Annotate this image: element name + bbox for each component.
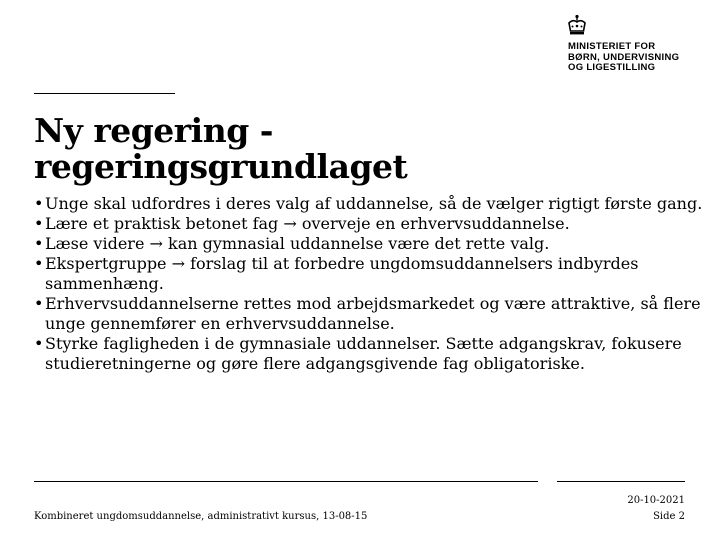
bullet-icon: • (34, 334, 44, 353)
bullet-icon: • (34, 234, 44, 253)
slide-title (34, 113, 684, 185)
bullet-text: Lære et praktisk betonet fag → overveje en erhvervsuddannelse. (45, 214, 570, 233)
bullet-item (34, 334, 704, 374)
bullet-item (34, 294, 704, 334)
footer-course-info: Kombineret ungdomsuddannelse, administrativt kursus, 13-08-15 (34, 511, 368, 522)
footer-page-number: Side 2 (653, 511, 685, 522)
bullet-text: Styrke fagligheden i de gymnasiale uddannelser. Sætte adgangskrav, fokusere studieretningerne og gøre flere adgangsgivende fag obligatoriske. (45, 334, 682, 373)
bullet-text: Ekspertgruppe → forslag til at forbedre ungdomsuddannelsers indbyrdes sammenhæng. (45, 254, 639, 293)
ministry-name-line-3: OG LIGESTILLING (568, 62, 656, 73)
bullet-item (34, 234, 704, 254)
bullet-text: Læse videre → kan gymnasial uddannelse være det rette valg. (45, 234, 550, 253)
bullet-list (34, 194, 704, 374)
bullet-text: Erhvervsuddannelserne rettes mod arbejdsmarkedet og være attraktive, så flere unge gennemfører en erhvervsuddannelse. (45, 294, 701, 333)
bullet-icon: • (34, 194, 44, 213)
ministry-name (568, 42, 698, 74)
ministry-name-line-1: MINISTERIET FOR (568, 41, 656, 52)
footer-divider-left (34, 481, 538, 482)
slide-title-line-1: Ny regering - (34, 111, 273, 150)
crown-icon (564, 14, 590, 41)
footer-divider-right (557, 481, 685, 482)
ministry-name-line-2: BØRN, UNDERVISNING (568, 51, 680, 63)
slide-title-line-2: regeringsgrundlaget (34, 147, 408, 186)
bullet-icon: • (34, 214, 44, 233)
bullet-icon: • (34, 254, 44, 273)
title-divider (34, 93, 175, 94)
footer-date: 20-10-2021 (627, 495, 685, 506)
bullet-item (34, 194, 704, 214)
bullet-icon: • (34, 294, 44, 313)
bullet-item (34, 254, 704, 294)
bullet-text: Unge skal udfordres i deres valg af uddannelse, så de vælger rigtigt første gang. (45, 194, 703, 213)
bullet-item (34, 214, 704, 234)
